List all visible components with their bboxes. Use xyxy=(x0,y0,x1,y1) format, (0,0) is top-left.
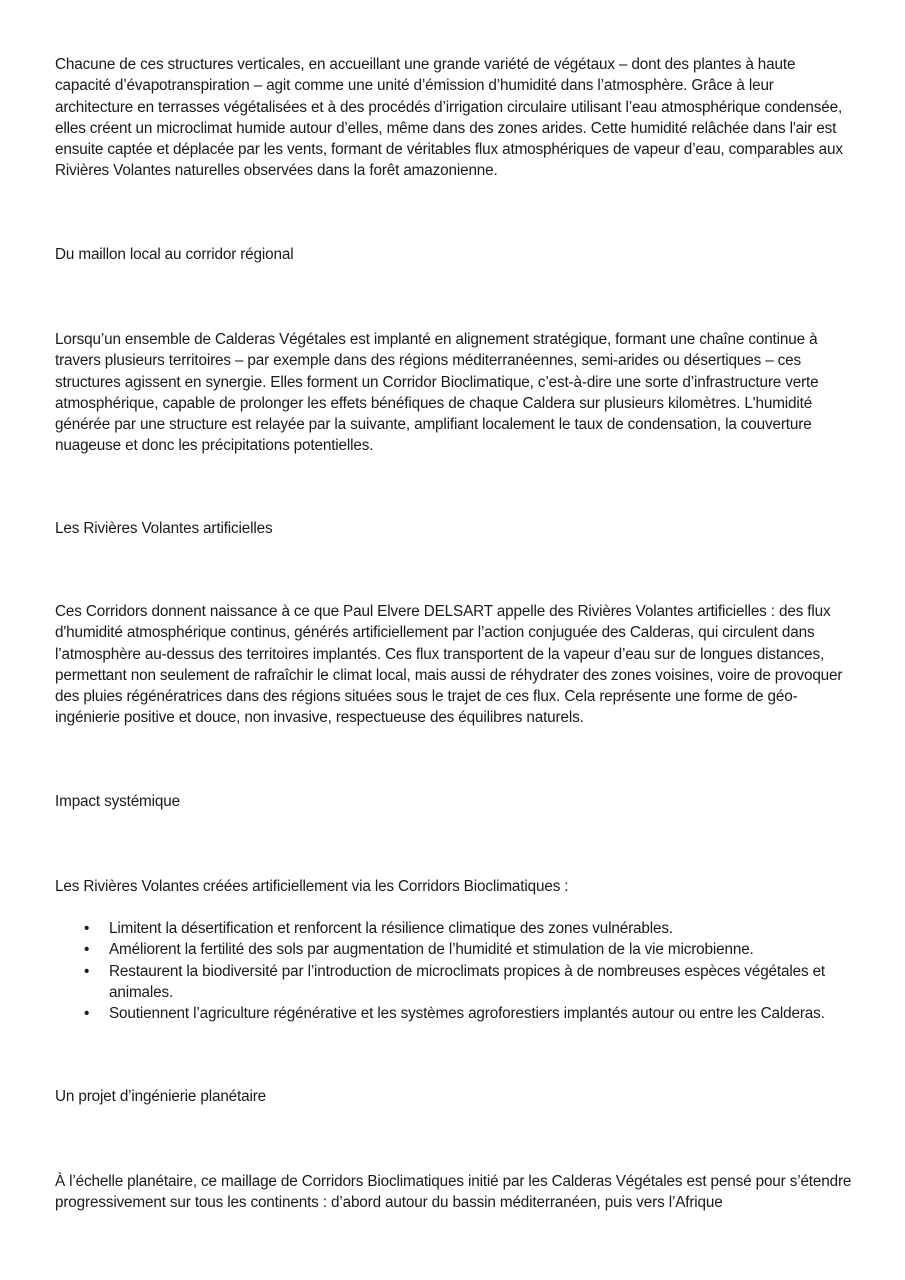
paragraph-echelle-planetaire: À l’échelle planétaire, ce maillage de Corridors Bioclimatiques initié par les Calderas Végétales est pensé pour s’étendre progressivement sur tous les continents : d’abord autour du bassin méditerranéen, puis vers l’Afrique xyxy=(55,1173,852,1212)
list-item xyxy=(55,1003,855,1024)
bullet-dot-icon: • xyxy=(84,962,90,980)
paragraph-impact-intro: Les Rivières Volantes créées artificiellement via les Corridors Bioclimatiques : xyxy=(55,878,569,895)
heading-impact-systemique: Impact systémique xyxy=(55,793,180,810)
list-item-text: Limitent la désertification et renforcent la résilience climatique des zones vulnérables. xyxy=(109,920,673,937)
paragraph-corridor: Lorsqu’un ensemble de Calderas Végétales est implanté en alignement stratégique, formant une chaîne continue à travers plusieurs territoires – par exemple dans des régions méditerranéennes, semi-arides ou désertiques – ces structures agissent en synergie. Elles forment un Corridor Bioclimatique, c’est-à-dire une sorte d’infrastructure verte atmosphérique, capable de prolonger les effets bénéfiques de chaque Caldera sur plusieurs kilomètres. L'humidité générée par une structure est relayée par la suivante, amplifiant localement le taux de condensation, la couverture nuageuse et donc les précipitations potentielles. xyxy=(55,331,819,455)
paragraph-rivieres: Ces Corridors donnent naissance à ce que Paul Elvere DELSART appelle des Rivières Volantes artificielles : des flux d'humidité atmosphérique continus, générés artificiellement par l’action conjuguée des Calderas, qui circulent dans l’atmosphère au-dessus des territoires implantés. Ces flux transportent de la vapeur d’eau sur de longues distances, permettant non seulement de rafraîchir le climat local, mais aussi de réhydrater des zones voisines, voire de provoquer des pluies régénératrices dans des régions situées sous le trajet de ces flux. Cela représente une forme de géo-ingénierie positive et douce, non invasive, respectueuse des équilibres naturels. xyxy=(55,603,843,727)
bullet-dot-icon: • xyxy=(84,920,90,937)
heading-ingenierie-planetaire: Un projet d’ingénierie planétaire xyxy=(55,1088,267,1105)
impact-bullet-list xyxy=(55,918,855,1024)
list-item xyxy=(55,961,855,1004)
list-item-text: Améliorent la fertilité des sols par augmentation de l’humidité et stimulation de la vie microbienne. xyxy=(109,941,754,959)
bullet-dot-icon: • xyxy=(84,941,90,959)
heading-rivieres-volantes: Les Rivières Volantes artificielles xyxy=(55,520,273,537)
list-item-text: Restaurent la biodiversité par l’introduction de microclimats propices à de nombreuses espèces végétales et animales. xyxy=(109,962,826,1001)
list-item-text: Soutiennent l’agriculture régénérative et les systèmes agroforestiers implantés autour ou entre les Calderas. xyxy=(109,1005,825,1023)
paragraph-microclimat: Chacune de ces structures verticales, en accueillant une grande variété de végétaux – dont des plantes à haute capacité d’évapotranspiration – agit comme une unité d’émission d’humidité dans l’atmosphère. Grâce à leur architecture en terrasses végétalisées et à des procédés d’irrigation circulaire utilisant l’eau atmosphérique condensée, elles créent un microclimat humide autour d’elles, même dans des zones arides. Cette humidité relâchée dans l'air est ensuite captée et déplacée par les vents, formant de véritables flux atmosphériques de vapeur d’eau, comparables aux Rivières Volantes naturelles observées dans la forêt amazonienne. xyxy=(55,56,843,180)
list-item xyxy=(55,939,855,960)
heading-corridor-regional: Du maillon local au corridor régional xyxy=(55,246,294,263)
bullet-dot-icon: • xyxy=(84,1005,90,1023)
list-item xyxy=(55,918,855,939)
